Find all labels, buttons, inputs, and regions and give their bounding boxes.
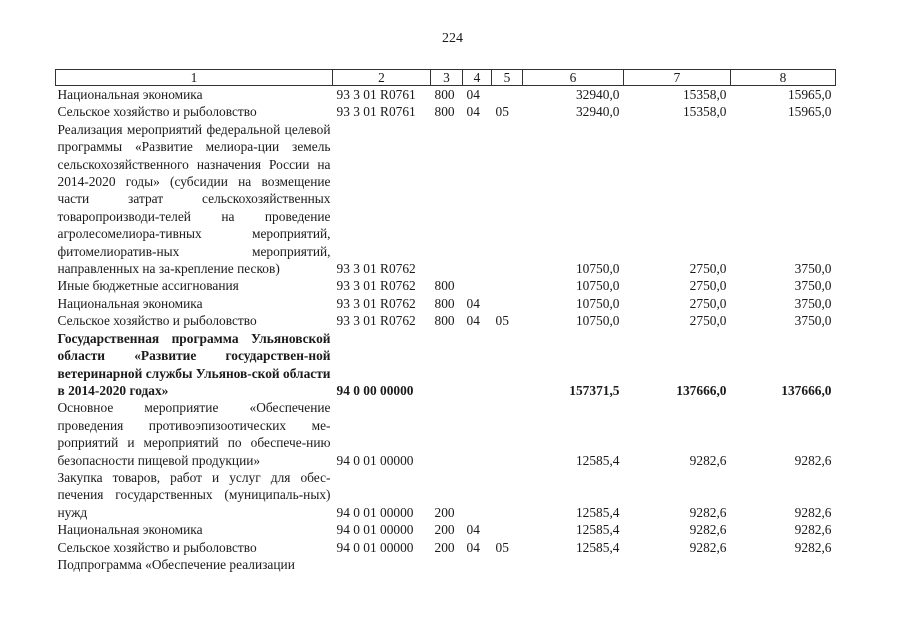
amount-col-8: 137666,0 <box>781 382 832 398</box>
table-row <box>56 521 836 538</box>
subsection <box>492 469 523 521</box>
amount-col-8: 9282,6 <box>794 504 832 520</box>
section <box>463 469 492 521</box>
section <box>463 121 492 278</box>
amount-col-7: 9282,6 <box>689 539 727 555</box>
table-row <box>56 399 836 469</box>
header-col-6: 6 <box>523 70 624 86</box>
expense-type: 800 <box>434 313 455 329</box>
amount-col-8: 9282,6 <box>794 539 832 555</box>
row-name: Государственная программа Ульяновской области «Развитие государствен-ной ветеринарной службы Ульянов-ской области в 2014-2020 годах» <box>57 330 331 398</box>
amount-col-6 <box>523 556 624 573</box>
table-row <box>56 539 836 556</box>
row-name: Реализация мероприятий федеральной целевой программы «Развитие мелиора-ции земель сельскохозяйственного назначения России на 2014-2020 годы» (субсидии на возмещение части затрат сельскохозяйственных товаропроизводи-телей на проведение агролесомелиора-тивных мероприятий, фитомелиоратив-ных мероприятий, направленных на за-крепление песков) <box>57 121 331 277</box>
subsection: 05 <box>495 539 509 555</box>
row-name: Национальная экономика <box>57 295 203 311</box>
amount-col-8: 9282,6 <box>794 522 832 538</box>
amount-col-6: 10750,0 <box>575 278 620 294</box>
amount-col-7: 2750,0 <box>689 278 727 294</box>
amount-col-7: 2750,0 <box>689 261 727 277</box>
table-body <box>56 86 836 574</box>
target-code: 93 3 01 R0761 <box>336 104 416 120</box>
table-row <box>56 330 836 400</box>
table-header-row <box>56 70 836 86</box>
subsection <box>492 121 523 278</box>
amount-col-7: 2750,0 <box>689 313 727 329</box>
table-row <box>56 277 836 294</box>
amount-col-8: 3750,0 <box>794 313 832 329</box>
subsection <box>492 556 523 573</box>
row-name: Сельское хозяйство и рыболовство <box>57 104 257 120</box>
row-name: Иные бюджетные ассигнования <box>57 278 239 294</box>
expense-type: 800 <box>434 278 455 294</box>
expense-type: 800 <box>434 104 455 120</box>
header-col-5: 5 <box>492 70 523 86</box>
target-code: 94 0 01 00000 <box>336 452 414 468</box>
budget-table <box>55 69 836 573</box>
header-col-8: 8 <box>731 70 836 86</box>
section: 04 <box>466 313 480 329</box>
expense-type <box>431 330 463 400</box>
subsection: 05 <box>495 104 509 120</box>
section: 04 <box>466 295 480 311</box>
expense-type: 200 <box>434 504 455 520</box>
amount-col-7 <box>624 556 731 573</box>
amount-col-8: 9282,6 <box>794 452 832 468</box>
expense-type <box>431 121 463 278</box>
target-code: 94 0 01 00000 <box>336 522 414 538</box>
section <box>463 556 492 573</box>
expense-type <box>431 556 463 573</box>
section <box>463 399 492 469</box>
amount-col-7: 137666,0 <box>676 382 727 398</box>
expense-type: 800 <box>434 87 455 102</box>
amount-col-6: 12585,4 <box>575 522 620 538</box>
subsection: 05 <box>495 313 509 329</box>
target-code: 93 3 01 R0762 <box>336 278 416 294</box>
target-code: 94 0 00 00000 <box>336 382 414 398</box>
target-code: 93 3 01 R0762 <box>336 313 416 329</box>
amount-col-6: 157371,5 <box>569 382 620 398</box>
expense-type: 800 <box>434 295 455 311</box>
row-name: Основное мероприятие «Обеспечение проведения противоэпизоотических ме-роприятий и мероприятий по обеспече-нию безопасности пищевой продукции» <box>57 400 331 468</box>
header-col-4: 4 <box>463 70 492 86</box>
amount-col-8: 3750,0 <box>794 278 832 294</box>
subsection <box>492 277 523 294</box>
header-col-7: 7 <box>624 70 731 86</box>
amount-col-7: 15358,0 <box>682 104 727 120</box>
row-name: Закупка товаров, работ и услуг для обес-печения государственных (муниципаль-ных) нужд <box>57 469 331 520</box>
amount-col-6: 12585,4 <box>575 539 620 555</box>
target-code <box>333 556 431 573</box>
table-row <box>56 556 836 573</box>
expense-type: 200 <box>434 539 455 555</box>
target-code: 93 3 01 R0762 <box>336 261 416 277</box>
page-number: 224 <box>442 31 463 46</box>
row-name: Подпрограмма «Обеспечение реализации <box>57 556 295 572</box>
amount-col-8: 15965,0 <box>787 104 832 120</box>
section: 04 <box>466 522 480 538</box>
amount-col-8: 3750,0 <box>794 261 832 277</box>
row-name: Национальная экономика <box>57 522 203 538</box>
target-code: 93 3 01 R0761 <box>336 87 416 102</box>
header-col-1: 1 <box>56 70 333 86</box>
row-name: Сельское хозяйство и рыболовство <box>57 539 257 555</box>
target-code: 94 0 01 00000 <box>336 539 414 555</box>
target-code: 94 0 01 00000 <box>336 504 414 520</box>
amount-col-8: 3750,0 <box>794 295 832 311</box>
subsection <box>492 399 523 469</box>
amount-col-6: 12585,4 <box>575 452 620 468</box>
table-row <box>56 103 836 120</box>
table-row <box>56 469 836 521</box>
subsection <box>492 521 523 538</box>
amount-col-8: 15965,0 <box>787 87 832 102</box>
amount-col-6: 12585,4 <box>575 504 620 520</box>
amount-col-7: 9282,6 <box>689 504 727 520</box>
table-row <box>56 121 836 278</box>
section <box>463 330 492 400</box>
table-row <box>56 86 836 104</box>
row-name: Сельское хозяйство и рыболовство <box>57 313 257 329</box>
section: 04 <box>466 104 480 120</box>
header-col-2: 2 <box>333 70 431 86</box>
section: 04 <box>466 539 480 555</box>
target-code: 93 3 01 R0762 <box>336 295 416 311</box>
amount-col-7: 15358,0 <box>682 87 727 102</box>
subsection <box>492 330 523 400</box>
subsection <box>492 86 523 104</box>
amount-col-7: 9282,6 <box>689 452 727 468</box>
section: 04 <box>466 87 480 102</box>
table-row <box>56 295 836 312</box>
amount-col-6: 32940,0 <box>575 87 620 102</box>
table-row <box>56 312 836 329</box>
subsection <box>492 295 523 312</box>
section <box>463 277 492 294</box>
header-col-3: 3 <box>431 70 463 86</box>
amount-col-7: 9282,6 <box>689 522 727 538</box>
expense-type: 200 <box>434 522 455 538</box>
row-name: Национальная экономика <box>57 87 203 102</box>
amount-col-8 <box>731 556 836 573</box>
expense-type <box>431 399 463 469</box>
amount-col-6: 10750,0 <box>575 313 620 329</box>
amount-col-6: 10750,0 <box>575 295 620 311</box>
amount-col-7: 2750,0 <box>689 295 727 311</box>
amount-col-6: 32940,0 <box>575 104 620 120</box>
amount-col-6: 10750,0 <box>575 261 620 277</box>
